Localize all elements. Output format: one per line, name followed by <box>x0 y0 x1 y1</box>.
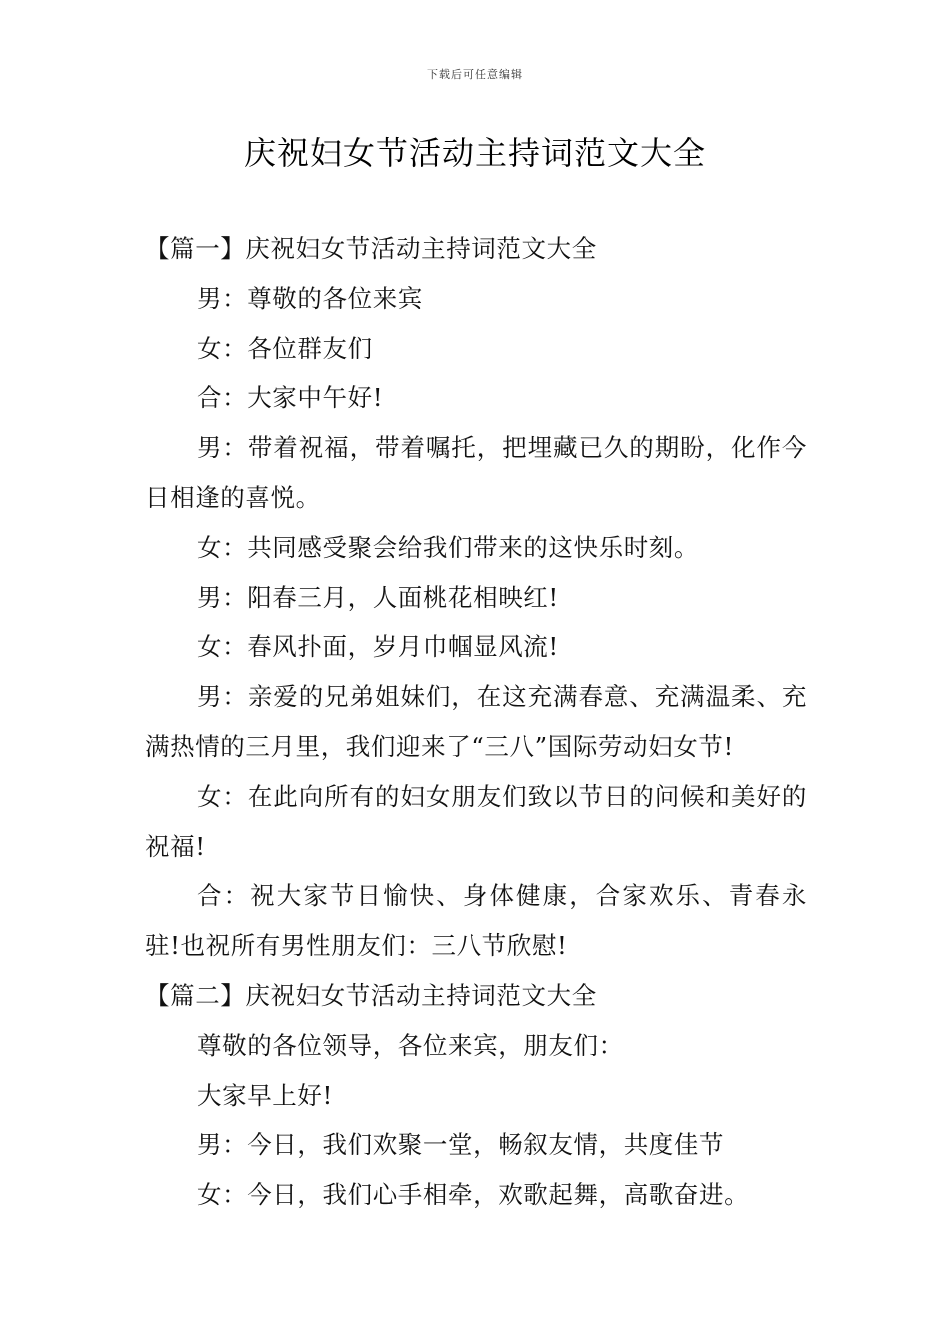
paragraph: 合：祝大家节日愉快、身体健康，合家欢乐、青春永驻!也祝所有男性朋友们：三八节欣慰! <box>145 881 807 961</box>
paragraph: 大家早上好! <box>197 1080 333 1110</box>
paragraph: 男：带着祝福，带着嘱托，把埋藏已久的期盼，化作今日相逢的喜悦。 <box>145 433 807 512</box>
paragraph: 女：共同感受聚会给我们带来的这快乐时刻。 <box>197 532 699 562</box>
header-note: 下载后可任意编辑 <box>427 68 523 81</box>
paragraph: 男：阳春三月，人面桃花相映红! <box>197 582 559 612</box>
paragraph: 尊敬的各位领导，各位来宾，朋友们： <box>197 1030 624 1060</box>
section-heading-1: 【篇一】庆祝妇女节活动主持词范文大全 <box>145 234 597 263</box>
section-heading-2: 【篇二】庆祝妇女节活动主持词范文大全 <box>145 980 597 1010</box>
paragraph: 女：各位群友们 <box>197 333 373 363</box>
document-title: 庆祝妇女节活动主持词范文大全 <box>243 134 706 172</box>
paragraph: 女：春风扑面，岁月巾帼显风流! <box>197 632 559 662</box>
paragraph: 男：亲爱的兄弟姐妹们，在这充满春意、充满温柔、充满热情的三月里，我们迎来了“三八”国际劳动妇女节! <box>145 682 807 761</box>
paragraph: 男：尊敬的各位来宾 <box>197 283 423 313</box>
document-body <box>145 224 807 1220</box>
paragraph: 女：在此向所有的妇女朋友们致以节日的问候和美好的祝福! <box>145 781 807 861</box>
paragraph: 合：大家中午好! <box>197 383 384 413</box>
paragraph: 女：今日，我们心手相牵，欢歌起舞，高歌奋进。 <box>197 1180 750 1210</box>
paragraph: 男：今日，我们欢聚一堂，畅叙友情，共度佳节 <box>197 1130 725 1160</box>
